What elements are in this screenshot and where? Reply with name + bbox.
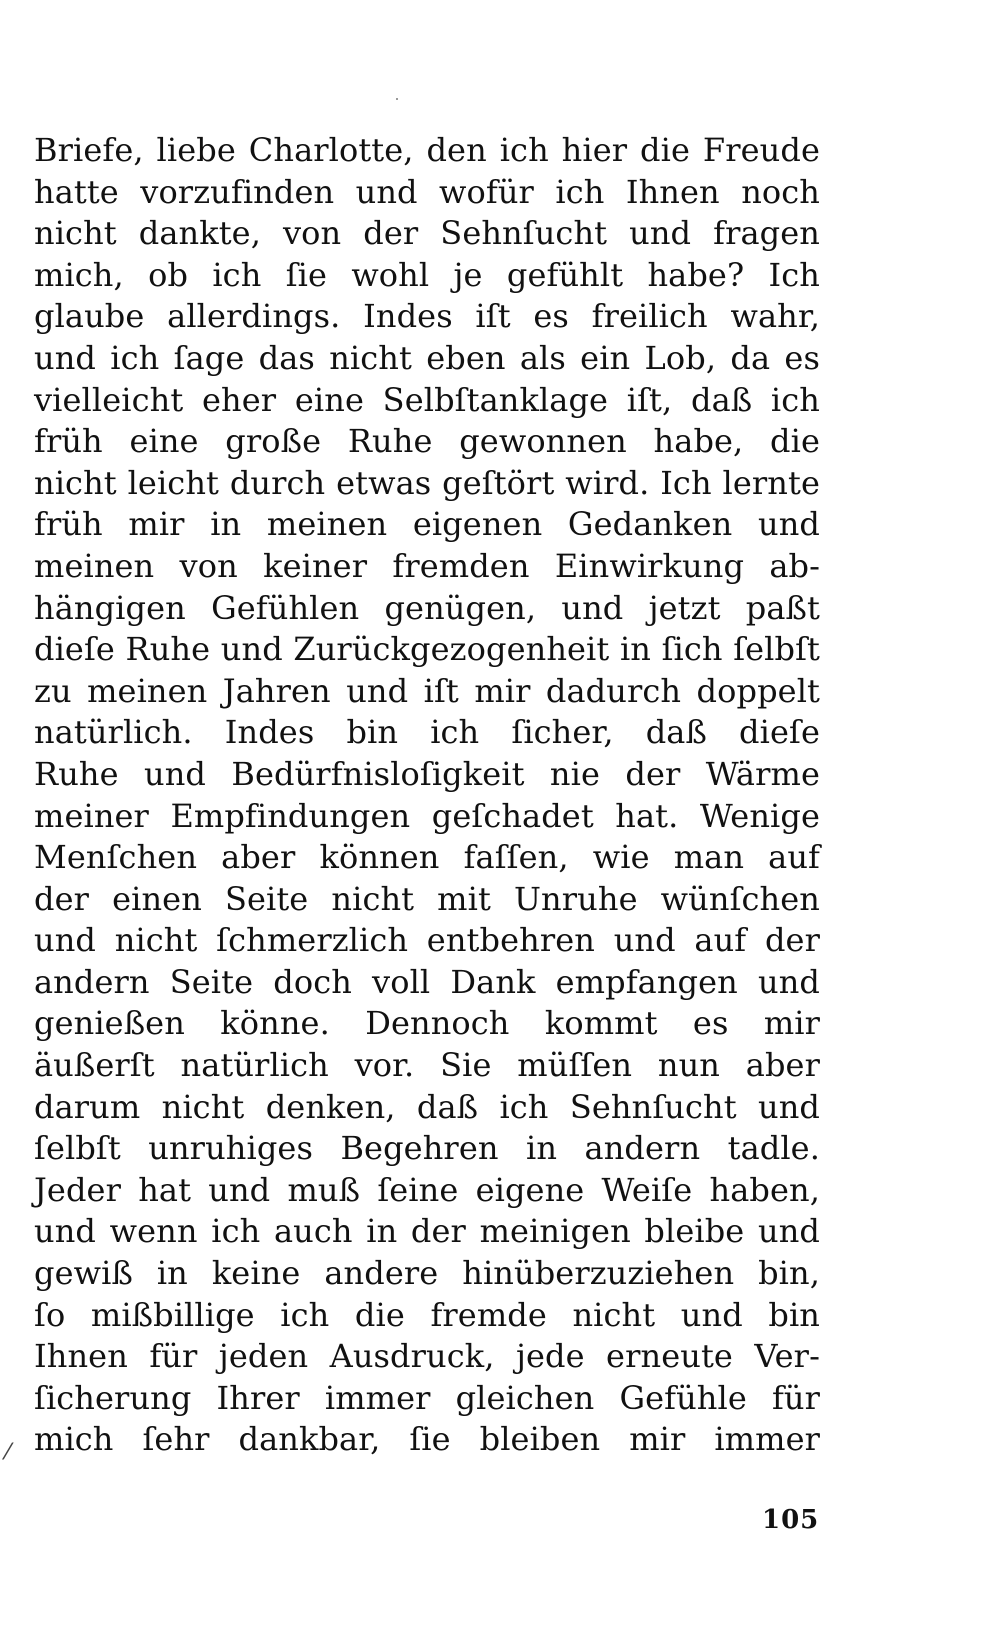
text-line: genießen könne. Dennoch kommt es mir (34, 1004, 820, 1043)
text-line: dieſe Ruhe und Zurückgezogenheit in ſich ſelbſt (34, 630, 820, 669)
text-line: früh mir in meinen eigenen Gedanken und (34, 505, 820, 544)
text-line: Jeder hat und muß ſeine eigene Weiſe haben, (34, 1170, 820, 1209)
text-line: ſicherung Ihrer immer gleichen Gefühle für (34, 1378, 820, 1417)
text-line: andern Seite doch voll Dank empfangen und (34, 962, 820, 1001)
text-line: der einen Seite nicht mit Unruhe wünſchen (34, 879, 820, 918)
text-line: meiner Empfindungen geſchadet hat. Wenige (34, 796, 820, 835)
text-line: früh eine große Ruhe gewonnen habe, die (34, 422, 820, 461)
text-line: nicht leicht durch etwas geſtört wird. Ich lernte (34, 463, 820, 502)
body-text (34, 130, 820, 1461)
text-line: Ihnen für jeden Ausdruck, jede erneute Ver- (34, 1337, 820, 1376)
text-line: und ich ſage das nicht eben als ein Lob, da es (34, 338, 820, 377)
text-line: und wenn ich auch in der meinigen bleibe und (34, 1212, 820, 1251)
text-line: hatte vorzufinden und wofür ich Ihnen noch (34, 172, 820, 211)
margin-tick-mark: ⁄ (6, 1440, 10, 1465)
text-line: natürlich. Indes bin ich ſicher, daß dieſe (34, 713, 820, 752)
text-line: hängigen Gefühlen genügen, und jetzt paßt (34, 588, 820, 627)
text-line: ſo mißbillige ich die fremde nicht und bin (34, 1295, 820, 1334)
text-line: nicht dankte, von der Sehnſucht und fragen (34, 214, 820, 253)
text-line: und nicht ſchmerzlich entbehren und auf der (34, 921, 820, 960)
text-line: Menſchen aber können faſſen, wie man auf (34, 838, 820, 877)
text-line: Ruhe und Bedürfnisloſigkeit nie der Wärme (34, 754, 820, 793)
text-line: Briefe, liebe Charlotte, den ich hier die Freude (34, 131, 820, 169)
text-line: glaube allerdings. Indes iſt es freilich wahr, (34, 297, 820, 336)
text-line: zu meinen Jahren und iſt mir dadurch doppelt (34, 671, 820, 710)
text-line: mich ſehr dankbar, ſie bleiben mir immer (34, 1420, 820, 1459)
text-line: vielleicht eher eine Selbſtanklage iſt, daß ich (34, 380, 820, 419)
text-line: gewiß in keine andere hinüberzuziehen bin, (34, 1254, 820, 1293)
text-line: ſelbſt unruhiges Begehren in andern tadle. (34, 1129, 820, 1168)
text-line: meinen von keiner fremden Einwirkung ab- (34, 546, 820, 585)
text-line: mich, ob ich ſie wohl je gefühlt habe? Ich (34, 255, 820, 294)
page-number: 105 (762, 1505, 820, 1535)
text-line: äußerſt natürlich vor. Sie müſſen nun aber (34, 1046, 820, 1085)
text-line: darum nicht denken, daß ich Sehnſucht und (34, 1087, 820, 1126)
print-speck (396, 98, 398, 100)
